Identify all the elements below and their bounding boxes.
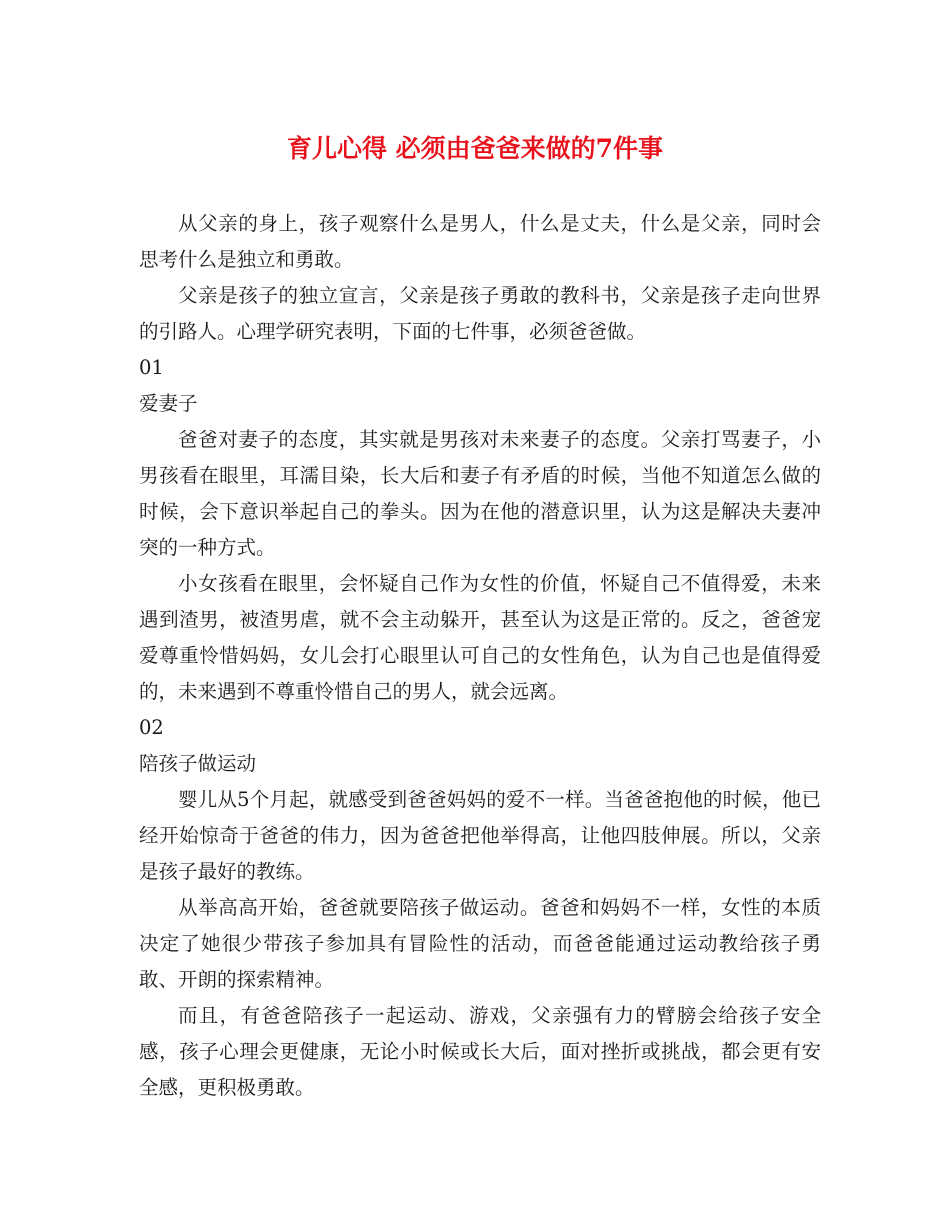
section-heading: 爱妻子 (139, 392, 198, 415)
paragraph: 而且，有爸爸陪孩子一起运动、游戏，父亲强有力的臂膀会给孩子安全感，孩子心理会更健康，无论小时候或长大后，面对挫折或挑战，都会更有安全感，更积极勇敢。 (139, 1004, 821, 1099)
section-number: 02 (139, 716, 164, 739)
section-heading: 陪孩子做运动 (139, 752, 257, 775)
paragraph: 从父亲的身上，孩子观察什么是男人，什么是丈夫，什么是父亲，同时会思考什么是独立和勇敢。 (139, 212, 821, 271)
paragraph: 从举高高开始，爸爸就要陪孩子做运动。爸爸和妈妈不一样，女性的本质决定了她很少带孩子参加具有冒险性的活动，而爸爸能通过运动教给孩子勇敢、开朗的探索精神。 (139, 896, 821, 991)
document-body (139, 206, 821, 1106)
section-number: 01 (139, 356, 164, 379)
paragraph: 小女孩看在眼里，会怀疑自己作为女性的价值，怀疑自己不值得爱，未来遇到渣男，被渣男虐，就不会主动躲开，甚至认为这是正常的。反之，爸爸宠爱尊重怜惜妈妈，女儿会打心眼里认可自己的女性角色，认为自己也是值得爱的，未来遇到不尊重怜惜自己的男人，就会远离。 (139, 572, 821, 703)
paragraph: 婴儿从5个月起，就感受到爸爸妈妈的爱不一样。当爸爸抱他的时候，他已经开始惊奇于爸爸的伟力，因为爸爸把他举得高，让他四肢伸展。所以，父亲是孩子最好的教练。 (139, 788, 821, 883)
document-title: 育儿心得 必须由爸爸来做的7件事 (286, 134, 664, 163)
paragraph: 父亲是孩子的独立宣言，父亲是孩子勇敢的教科书，父亲是孩子走向世界的引路人。心理学研究表明，下面的七件事，必须爸爸做。 (139, 284, 821, 343)
paragraph: 爸爸对妻子的态度，其实就是男孩对未来妻子的态度。父亲打骂妻子，小男孩看在眼里，耳濡目染，长大后和妻子有矛盾的时候，当他不知道怎么做的时候，会下意识举起自己的拳头。因为在他的潜意识里，认为这是解决夫妻冲突的一种方式。 (139, 428, 821, 559)
